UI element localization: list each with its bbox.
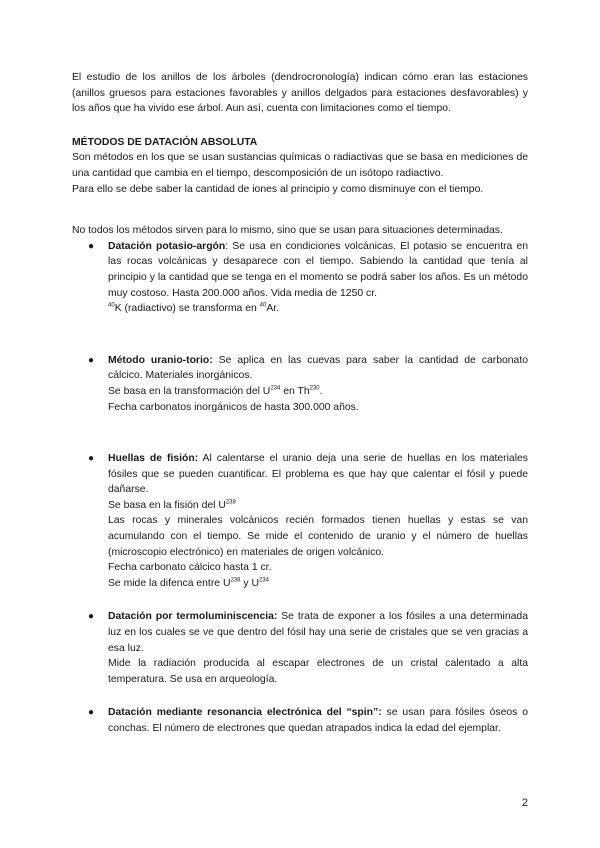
- method-text: Se aplica en las cuevas para saber la cantidad de carbonato cálcico. Materiales inorgánicos.: [108, 354, 528, 382]
- method-detail: y U: [240, 577, 259, 589]
- method-detail: Fecha carbonatos inorgánicos de hasta 300.000 años.: [108, 401, 359, 413]
- bullet-icon: ●: [88, 453, 95, 465]
- method-text: Al calentarse el uranio deja una serie de huellas en los materiales fósiles que se pueden cuantificar. El problema es que hay que calentar el fósil y puede dañarse.: [108, 453, 528, 496]
- section-paragraph-1: Son métodos en los que se usan sustancias químicas o radiactivas que se basa en mediciones de una cantidad que cambia en el tiempo, descomposición de un isótopo radiactivo.: [72, 152, 528, 179]
- method-detail: Las rocas y minerales volcánicos recién formados tienen huellas y estas se van acumulando con el tiempo. Se mide el contenido de uranio y el número de huellas (microscopio electrónico) en materiales de origen volcánico.: [108, 515, 528, 558]
- method-term: Datación mediante resonancia electrónica del “spin”:: [108, 707, 382, 719]
- method-detail: Ar.: [266, 303, 280, 315]
- section-paragraph-3: No todos los métodos sirven para lo mismo, sino que se usan para situaciones determinadas.: [72, 225, 503, 237]
- method-detail: .: [319, 385, 323, 397]
- section-paragraph-2: Para ello se debe saber la cantidad de iones al principio y como disminuye con el tiempo.: [72, 183, 484, 195]
- method-term: Método uranio-torio:: [108, 354, 213, 366]
- bullet-icon: ●: [88, 240, 95, 252]
- list-item: [72, 239, 528, 317]
- superscript: 238: [230, 577, 241, 584]
- method-detail: Se basa en la fisión del U: [108, 499, 226, 511]
- method-term: Datación potasio-argón: [108, 240, 226, 252]
- section-heading: MÉTODOS DE DATACIÓN ABSOLUTA: [72, 136, 258, 148]
- methods-list: [72, 239, 528, 737]
- superscript: 40: [259, 302, 267, 309]
- bullet-icon: ●: [88, 707, 95, 719]
- method-detail: Fecha carbonato cálcico hasta 1 cr.: [108, 562, 272, 574]
- superscript: 40: [108, 302, 115, 309]
- method-detail: Se mide la difenca entre U: [108, 577, 231, 589]
- page-number: 2: [521, 797, 528, 809]
- bullet-icon: ●: [88, 354, 95, 366]
- superscript: 230: [309, 385, 320, 392]
- method-detail: K (radiactivo) se transforma en: [114, 303, 260, 315]
- method-term: Datación por termoluminiscencia:: [108, 611, 278, 623]
- intro-paragraph: El estudio de los anillos de los árboles (dendrocronología) indican cómo eran las estaciones (anillos gruesos para estaciones favorables y anillos delgados para estaciones desfavorables) y los años que ha vivido ese árbol. Aun así, cuenta con limitaciones como el tiempo.: [72, 72, 528, 115]
- list-item: [72, 609, 528, 687]
- method-term: Huellas de fisión:: [108, 453, 199, 465]
- list-item: [72, 451, 528, 591]
- document-body: [72, 70, 528, 737]
- superscript: 234: [258, 577, 269, 584]
- method-text: Se trata de exponer a los fósiles a una determinada luz en los cuales se ve que dentro del fósil hay una serie de cristales que se ven gracias a esa luz.: [108, 611, 528, 654]
- method-detail: Mide la radiación producida al escapar electrones de un cristal calentado a alta temperatura. Se usa en arqueología.: [108, 658, 528, 685]
- list-item: [72, 705, 528, 736]
- method-text: se usan para fósiles óseos o conchas. El número de electrones que quedan atrapados indica la edad del ejemplar.: [108, 707, 528, 734]
- bullet-icon: ●: [88, 611, 95, 623]
- method-text: : Se usa en condiciones volcánicas. El potasio se encuentra en las rocas volcánicas y desaparece con el tiempo. Sabiendo la cantidad que tenía al principio y la cantidad que se tenga en el momento se podrá saber los años. Es un método muy costoso. Hasta 200.000 años. Vida media de 1250 cr.: [108, 240, 528, 299]
- list-item: [72, 353, 528, 415]
- superscript: 234: [270, 385, 281, 392]
- superscript: 238: [225, 499, 236, 506]
- method-detail: Se basa en la transformación del U: [108, 385, 271, 397]
- method-detail: en Th: [280, 385, 310, 397]
